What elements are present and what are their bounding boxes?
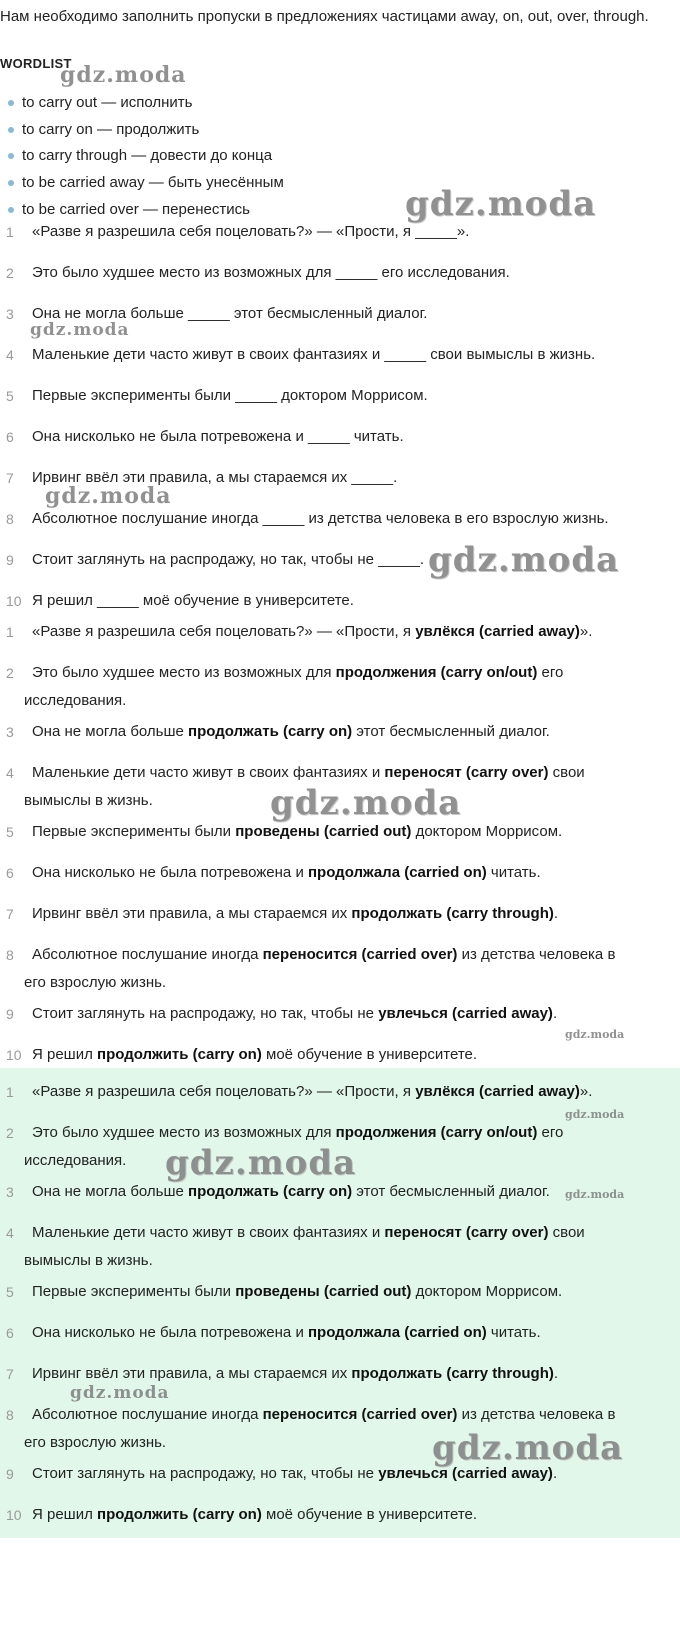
- watermark: gdz.moda: [70, 1383, 170, 1403]
- watermark: gdz.moda: [405, 184, 597, 224]
- item-text-pre: Это было худшее место из возможных для _____ его исследования.: [32, 264, 510, 281]
- answer-highlight: проведены (carried out): [235, 823, 412, 840]
- item-number: 4: [6, 347, 14, 363]
- answer-highlight: продолжить (carry on): [97, 1046, 262, 1063]
- exercise-item: [0, 341, 680, 369]
- answer-highlight: переносится (carried over): [262, 1406, 458, 1423]
- item-text-pre: Это было худшее место из возможных для: [32, 1124, 336, 1141]
- item-text-pre: Абсолютное послушание иногда _____ из детства человека в его взрослую жизнь.: [32, 510, 609, 527]
- bullet-icon: [8, 153, 14, 159]
- item-text: [24, 659, 664, 715]
- item-number: 6: [6, 865, 14, 881]
- item-text-pre: Маленькие дети часто живут в своих фантазиях и: [32, 1224, 385, 1241]
- answer-highlight: продолжала (carried on): [307, 864, 487, 881]
- answer-highlight: переносят (carry over): [384, 1224, 549, 1241]
- item-number: 6: [6, 429, 14, 445]
- exercise-item: [0, 423, 680, 451]
- item-number: 1: [6, 624, 14, 640]
- watermark: gdz.moda: [60, 62, 187, 88]
- item-number: 3: [6, 724, 14, 740]
- item-number: 2: [6, 1125, 14, 1141]
- item-text: [32, 859, 664, 887]
- watermark: gdz.moda: [165, 1143, 357, 1183]
- item-text: [32, 1319, 664, 1347]
- watermark: gdz.moda: [30, 320, 130, 340]
- item-text-pre: Первые эксперименты были: [32, 823, 236, 840]
- wordlist-item: to carry on — продолжить: [8, 117, 284, 144]
- item-text-post: моё обучение в университете.: [261, 1046, 478, 1063]
- exercise-item: [0, 587, 680, 615]
- item-number: 7: [6, 906, 14, 922]
- item-text: [32, 718, 664, 746]
- answer-highlight: увлёкся (carried away): [415, 623, 580, 640]
- watermark: gdz.moda: [565, 1188, 625, 1201]
- answer-highlight: продолжения (carry on/out): [335, 664, 538, 681]
- item-number: 2: [6, 265, 14, 281]
- item-number: 8: [6, 511, 14, 527]
- item-number: 7: [6, 1366, 14, 1382]
- item-text-post: читать.: [486, 864, 541, 881]
- item-text: [32, 587, 664, 615]
- item-text-pre: Стоит заглянуть на распродажу, но так, чтобы не _____.: [32, 551, 425, 568]
- wordlist-item: to carry through — довести до конца: [8, 143, 284, 170]
- item-number: 5: [6, 1284, 14, 1300]
- item-text-post: ».: [579, 623, 593, 640]
- answer-item: [0, 900, 680, 928]
- bullet-icon: [8, 127, 14, 133]
- item-number: 3: [6, 1184, 14, 1200]
- item-text-post: моё обучение в университете.: [261, 1506, 478, 1523]
- item-text-continuation: вымыслы в жизнь.: [24, 1252, 153, 1269]
- item-text-post: .: [552, 1005, 558, 1022]
- bullet-icon: [8, 100, 14, 106]
- item-text-pre: Я решил: [32, 1046, 98, 1063]
- item-text-pre: Первые эксперименты были: [32, 1283, 236, 1300]
- item-number: 10: [6, 593, 22, 609]
- item-text-post: доктором Моррисом.: [411, 1283, 563, 1300]
- item-text-pre: Это было худшее место из возможных для: [32, 664, 336, 681]
- answer-highlight: продолжать (carry through): [351, 1365, 554, 1382]
- exercise-item: [0, 382, 680, 410]
- answer-highlight: проведены (carried out): [235, 1283, 412, 1300]
- wordlist-title: WORDLIST: [0, 56, 72, 71]
- item-text-continuation: исследования.: [24, 1152, 127, 1169]
- item-text: [32, 1278, 664, 1306]
- bullet-icon: [8, 207, 14, 213]
- wordlist-item: to carry out — исполнить: [8, 90, 284, 117]
- answer-highlight: продолжать (carry on): [188, 1183, 353, 1200]
- item-text-pre: Я решил _____ моё обучение в университете.: [32, 592, 354, 609]
- task-instruction: Нам необходимо заполнить пропуски в предложениях частицами away, on, out, over, through.: [0, 8, 649, 25]
- item-number: 1: [6, 224, 14, 240]
- item-number: 8: [6, 947, 14, 963]
- answer-item: [0, 618, 680, 646]
- item-text-pre: Маленькие дети часто живут в своих фантазиях и _____ свои вымыслы в жизнь.: [32, 346, 596, 363]
- exercise-item: [0, 259, 680, 287]
- item-text-pre: Абсолютное послушание иногда: [32, 1406, 263, 1423]
- bullet-icon: [8, 180, 14, 186]
- watermark: gdz.moda: [565, 1028, 625, 1041]
- answer-highlight: увлечься (carried away): [378, 1465, 553, 1482]
- answer-highlight: продолжать (carry through): [351, 905, 554, 922]
- answer-item: [0, 941, 680, 997]
- item-text-pre: Абсолютное послушание иногда: [32, 946, 263, 963]
- item-text-pre: Я решил: [32, 1506, 98, 1523]
- item-text-pre: Она нисколько не была потревожена и: [32, 864, 308, 881]
- item-text-continuation: его взрослую жизнь.: [24, 1434, 167, 1451]
- answer-highlight: продолжения (carry on/out): [335, 1124, 538, 1141]
- item-text-post: его: [537, 664, 564, 681]
- item-text-post: его: [537, 1124, 564, 1141]
- item-text-post: читать.: [486, 1324, 541, 1341]
- item-text-post: .: [553, 1365, 559, 1382]
- item-number: 2: [6, 665, 14, 681]
- item-text-continuation: вымыслы в жизнь.: [24, 792, 153, 809]
- answer-item: [0, 1319, 680, 1347]
- item-text-pre: Ирвинг ввёл эти правила, а мы стараемся их: [32, 905, 352, 922]
- item-number: 10: [6, 1047, 22, 1063]
- item-text-post: .: [553, 905, 559, 922]
- item-number: 9: [6, 1006, 14, 1022]
- item-number: 8: [6, 1407, 14, 1423]
- answer-item: [0, 859, 680, 887]
- item-text: [32, 1041, 664, 1069]
- watermark: gdz.moda: [432, 1428, 624, 1468]
- wordlist-item: to be carried away — быть унесённым: [8, 170, 284, 197]
- item-text-continuation: его взрослую жизнь.: [24, 974, 167, 991]
- wordlist: [8, 90, 284, 223]
- item-text-pre: Она не могла больше _____ этот бесмысленный диалог.: [32, 305, 428, 322]
- answer-highlight: продолжала (carried on): [307, 1324, 487, 1341]
- item-text: [32, 1000, 664, 1028]
- item-text-pre: Ирвинг ввёл эти правила, а мы стараемся их: [32, 1365, 352, 1382]
- answer-item: [0, 1278, 680, 1306]
- item-text-post: этот бесмысленный диалог.: [352, 723, 550, 740]
- item-text-pre: Маленькие дети часто живут в своих фантазиях и: [32, 764, 385, 781]
- item-number: 3: [6, 306, 14, 322]
- item-text: [32, 505, 664, 533]
- item-text-continuation: исследования.: [24, 692, 127, 709]
- item-text-post: доктором Моррисом.: [411, 823, 563, 840]
- item-text: [24, 941, 664, 997]
- item-text-pre: Стоит заглянуть на распродажу, но так, чтобы не: [32, 1005, 379, 1022]
- item-text-post: свои: [548, 1224, 585, 1241]
- item-text: [32, 382, 664, 410]
- watermark: gdz.moda: [270, 783, 462, 823]
- answer-highlight: увлёкся (carried away): [415, 1083, 580, 1100]
- item-text: [32, 423, 664, 451]
- item-text-pre: Ирвинг ввёл эти правила, а мы стараемся их _____.: [32, 469, 398, 486]
- item-text-pre: «Разве я разрешила себя поцеловать?» — «Прости, я: [32, 1083, 416, 1100]
- item-number: 1: [6, 1084, 14, 1100]
- answer-highlight: увлечься (carried away): [378, 1005, 553, 1022]
- item-number: 9: [6, 552, 14, 568]
- item-text: [32, 1078, 664, 1106]
- item-text: [32, 259, 664, 287]
- item-text-post: .: [552, 1465, 558, 1482]
- item-text: [24, 1219, 664, 1275]
- item-number: 5: [6, 388, 14, 404]
- answer-item: [0, 1078, 680, 1106]
- item-text-post: из детства человека в: [457, 1406, 616, 1423]
- item-text-post: этот бесмысленный диалог.: [352, 1183, 550, 1200]
- item-text-post: свои: [548, 764, 585, 781]
- item-text: [32, 1501, 664, 1529]
- item-number: 9: [6, 1466, 14, 1482]
- item-text: [32, 618, 664, 646]
- answer-highlight: переносят (carry over): [384, 764, 549, 781]
- item-text-pre: «Разве я разрешила себя поцеловать?» — «Прости, я: [32, 623, 416, 640]
- item-text-pre: Она не могла больше: [32, 723, 189, 740]
- answer-highlight: продолжать (carry on): [188, 723, 353, 740]
- item-text-pre: Она не могла больше: [32, 1183, 189, 1200]
- answer-item: [0, 659, 680, 715]
- item-number: 10: [6, 1507, 22, 1523]
- item-number: 6: [6, 1325, 14, 1341]
- item-text-post: из детства человека в: [457, 946, 616, 963]
- watermark: gdz.moda: [565, 1108, 625, 1121]
- watermark: gdz.moda: [45, 483, 172, 509]
- item-text-pre: «Разве я разрешила себя поцеловать?» — «Прости, я _____».: [32, 223, 470, 240]
- answer-item: [0, 1041, 680, 1069]
- item-number: 7: [6, 470, 14, 486]
- item-text: [32, 341, 664, 369]
- wordlist-item: to be carried over — перенестись: [8, 197, 284, 224]
- item-number: 5: [6, 824, 14, 840]
- answer-item: [0, 718, 680, 746]
- answer-highlight: переносится (carried over): [262, 946, 458, 963]
- item-number: 4: [6, 1225, 14, 1241]
- item-text-pre: Она нисколько не была потревожена и: [32, 1324, 308, 1341]
- item-text-pre: Первые эксперименты были _____ доктором Моррисом.: [32, 387, 428, 404]
- answer-item: [0, 1501, 680, 1529]
- answer-item: [0, 1219, 680, 1275]
- watermark: gdz.moda: [428, 540, 620, 580]
- item-text-pre: Она нисколько не была потревожена и _____ читать.: [32, 428, 404, 445]
- exercise-item: [0, 505, 680, 533]
- item-number: 4: [6, 765, 14, 781]
- answer-item: [0, 1000, 680, 1028]
- answer-highlight: продолжить (carry on): [97, 1506, 262, 1523]
- item-text: [32, 900, 664, 928]
- item-text-post: ».: [579, 1083, 593, 1100]
- item-text-pre: Стоит заглянуть на распродажу, но так, чтобы не: [32, 1465, 379, 1482]
